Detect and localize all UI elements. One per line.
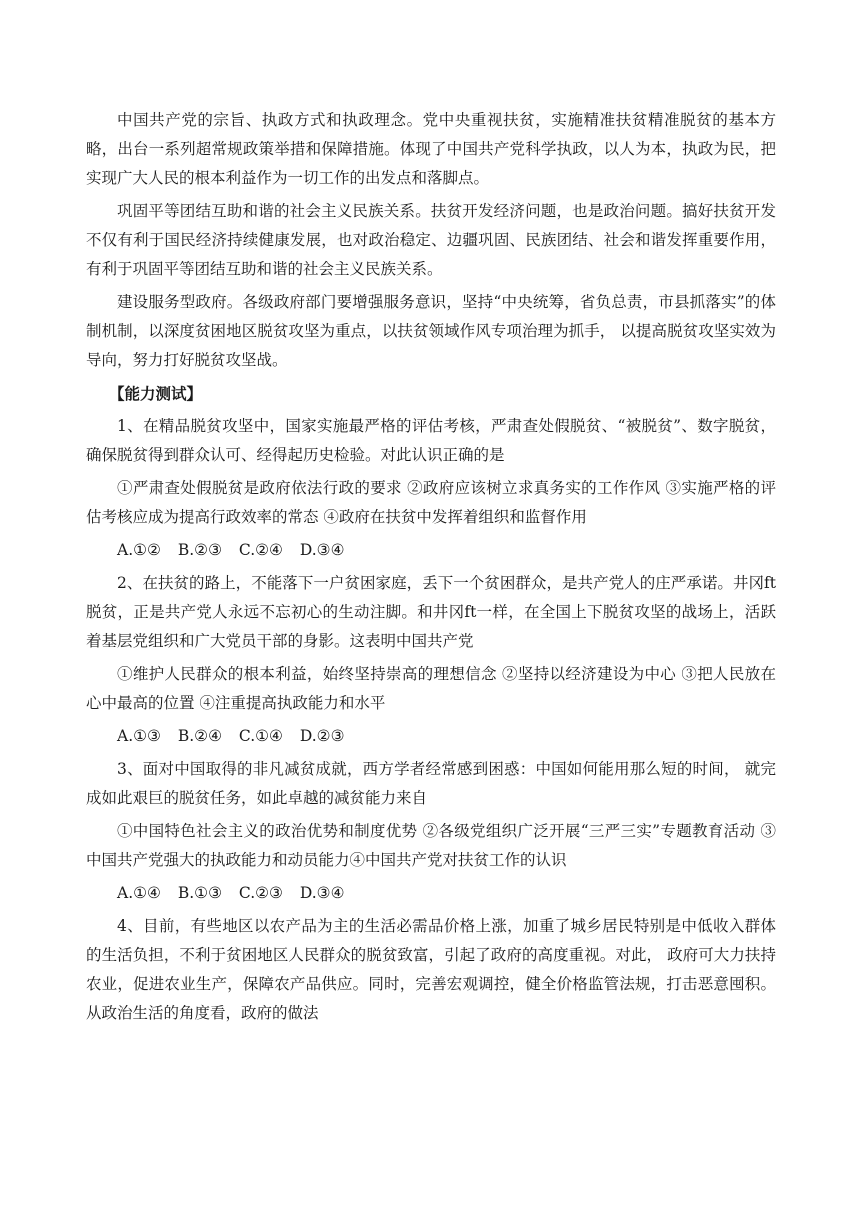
option-a: A.①②: [117, 541, 161, 559]
option-b: B.②④: [177, 727, 222, 745]
option-d: D.③④: [299, 884, 345, 902]
option-d: D.②③: [299, 727, 345, 745]
option-c: C.②③: [238, 884, 283, 902]
question-2-statements: ①维护人民群众的根本利益，始终坚持崇高的理想信念 ②坚持以经济建设为中心 ③把人民放在心中最高的位置 ④注重提高执政能力和水平: [86, 665, 776, 712]
paragraph-service-government: 建设服务型政府。各级政府部门要增强服务意识，坚持“中央统筹，省负总责，市县抓落实”的体制机制，以深度贫困地区脱贫攻坚为重点，以扶贫领域作风专项治理为抓手， 以提高脱贫攻坚实效为导向，努力打好脱贫攻坚战。: [86, 293, 776, 369]
question-1-stem: 1、在精品脱贫攻坚中，国家实施最严格的评估考核，严肃查处假脱贫、“被脱贫”、数字脱贫，确保脱贫得到群众认可、经得起历史检验。对此认识正确的是: [86, 417, 776, 464]
question-4-stem: 4、目前，有些地区以农产品为主的生活必需品价格上涨，加重了城乡居民特别是中低收入群体的生活负担，不利于贫困地区人民群众的脱贫致富，引起了政府的高度重视。对此， 政府可大力扶持农业，促进农业生产，保障农产品供应。同时，完善宏观调控，健全价格监管法规，打击恶意囤积。从政治生活的角度看，政府的做法: [86, 917, 776, 1022]
question-2-stem: 2、在扶贫的路上，不能落下一户贫困家庭，丢下一个贫困群众，是共产党人的庄严承诺。井冈ft脱贫，正是共产党人永远不忘初心的生动注脚。和井冈ft一样，在全国上下脱贫攻坚的战场上，活跃着基层党组织和广大党员干部的身影。这表明中国共产党: [86, 574, 776, 650]
option-c: C.①④: [238, 727, 283, 745]
question-1-statements: ①严肃查处假脱贫是政府依法行政的要求 ②政府应该树立求真务实的工作作风 ③实施严格的评估考核应成为提高行政效率的常态 ④政府在扶贫中发挥着组织和监督作用: [86, 479, 776, 526]
question-1-options: [86, 536, 776, 565]
question-3-statements: ①中国特色社会主义的政治优势和制度优势 ②各级党组织广泛开展“三严三实”专题教育活动 ③中国共产党强大的执政能力和动员能力④中国共产党对扶贫工作的认识: [86, 822, 776, 869]
question-3-stem: 3、面对中国取得的非凡减贫成就，西方学者经常感到困惑：中国如何能用那么短的时间， 就完成如此艰巨的脱贫任务，如此卓越的减贫能力来自: [86, 760, 776, 807]
option-a: A.①③: [117, 727, 161, 745]
option-b: B.①③: [177, 884, 222, 902]
section-heading: 【能力测试】: [109, 384, 203, 403]
paragraph-ethnic-relations: 巩固平等团结互助和谐的社会主义民族关系。扶贫开发经济问题，也是政治问题。搞好扶贫开发不仅有利于国民经济持续健康发展，也对政治稳定、边疆巩固、民族团结、社会和谐发挥重要作用，有利于巩固平等团结互助和谐的社会主义民族关系。: [86, 202, 776, 278]
document-body: [86, 106, 776, 1032]
paragraph-party-purpose: 中国共产党的宗旨、执政方式和执政理念。党中央重视扶贫，实施精准扶贫精准脱贫的基本方略，出台一系列超常规政策举措和保障措施。体现了中国共产党科学执政，以人为本，执政为民，把实现广大人民的根本利益作为一切工作的出发点和落脚点。: [86, 111, 776, 187]
question-3-options: [86, 879, 776, 908]
option-c: C.②④: [238, 541, 283, 559]
option-d: D.③④: [299, 541, 345, 559]
question-2-options: [86, 722, 776, 751]
option-a: A.①④: [117, 884, 161, 902]
option-b: B.②③: [177, 541, 222, 559]
